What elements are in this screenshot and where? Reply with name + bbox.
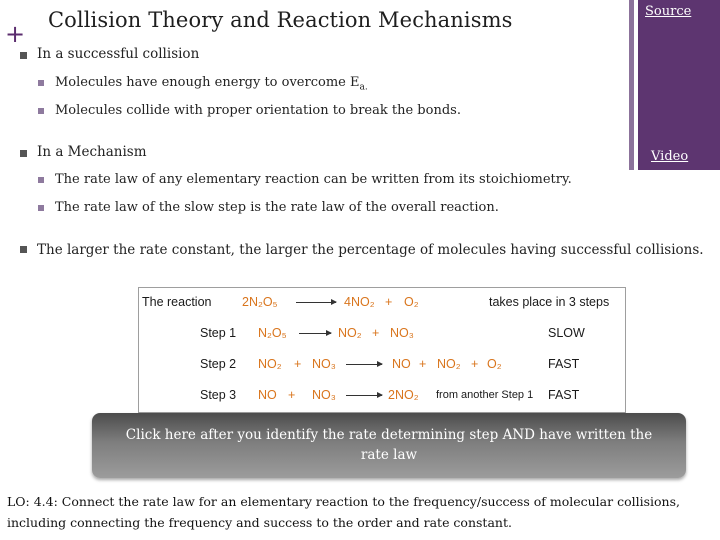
bullet-rate-constant: The larger the rate constant, the larger the percentage of molecules having successful collisions. [37,240,709,260]
step-2-product-2: NO₂ [437,357,461,371]
video-link[interactable]: Video [651,149,689,164]
step-1-product-2: NO₃ [390,326,414,340]
step-2-label: Step 2 [200,357,237,371]
step-3-reactant-plus: + [288,388,296,402]
step-2-product-3: O₂ [487,357,502,371]
source-link[interactable]: Source [645,4,692,19]
reaction-mechanism-figure [138,287,626,413]
reaction-label: The reaction [142,295,212,309]
step-2-product-1: NO [392,357,411,371]
step-3-label: Step 3 [200,388,237,402]
step-3-reactant-2: NO₃ [312,388,336,402]
step-3-product: 2NO₂ [388,388,419,402]
step-1-plus: + [372,326,380,340]
overall-product-1: 4NO₂ [344,295,375,309]
step-1-reactant: N₂O₅ [258,326,287,340]
accent-bar-thin [629,0,634,170]
bullet-slow-step: The rate law of the slow step is the rate law of the overall reaction. [55,200,499,215]
step-2-plus-1: + [419,357,427,371]
step-1-label: Step 1 [200,326,237,340]
bullet-mechanism: In a Mechanism [37,144,147,160]
overall-plus: + [385,295,393,309]
bullet-energy [55,75,368,93]
step-1-speed: SLOW [548,326,585,340]
bullet-orientation: Molecules collide with proper orientation to break the bonds. [55,103,461,118]
step-3-note: from another Step 1 [436,389,534,401]
step-3-speed: FAST [548,388,580,402]
step-3-reactant-1: NO [258,388,277,402]
rate-determining-step-button[interactable]: Click here after you identify the rate determining step AND have written the rate law [92,413,686,478]
bullet-elementary-rate-law: The rate law of any elementary reaction can be written from its stoichiometry. [55,172,572,187]
accent-bar [638,0,720,170]
step-2-reactant-plus: + [294,357,302,371]
step-2-reactant-1: NO₂ [258,357,282,371]
step-2-speed: FAST [548,357,580,371]
step-3-arrow [346,395,382,396]
reaction-note: takes place in 3 steps [489,295,610,309]
bullet-energy-text: Molecules have enough energy to overcome E [55,75,360,90]
learning-objective: LO: 4.4: Connect the rate law for an elementary reaction to the frequency/success of molecular collisions, including connecting the frequency and success to the order and rate constant. [7,494,680,530]
slide-title: Collision Theory and Reaction Mechanisms [48,8,513,32]
step-2-plus-2: + [471,357,479,371]
activation-energy-subscript: a. [359,82,368,93]
plus-icon: + [5,20,26,48]
bullet-successful-collision: In a successful collision [37,46,200,62]
overall-product-2: O₂ [404,295,419,309]
step-1-product-1: NO₂ [338,326,362,340]
reaction-arrow [296,302,336,303]
overall-reactant: 2N₂O₅ [242,295,278,309]
step-2-reactant-2: NO₃ [312,357,336,371]
step-1-arrow [299,333,331,334]
step-2-arrow [346,364,382,365]
